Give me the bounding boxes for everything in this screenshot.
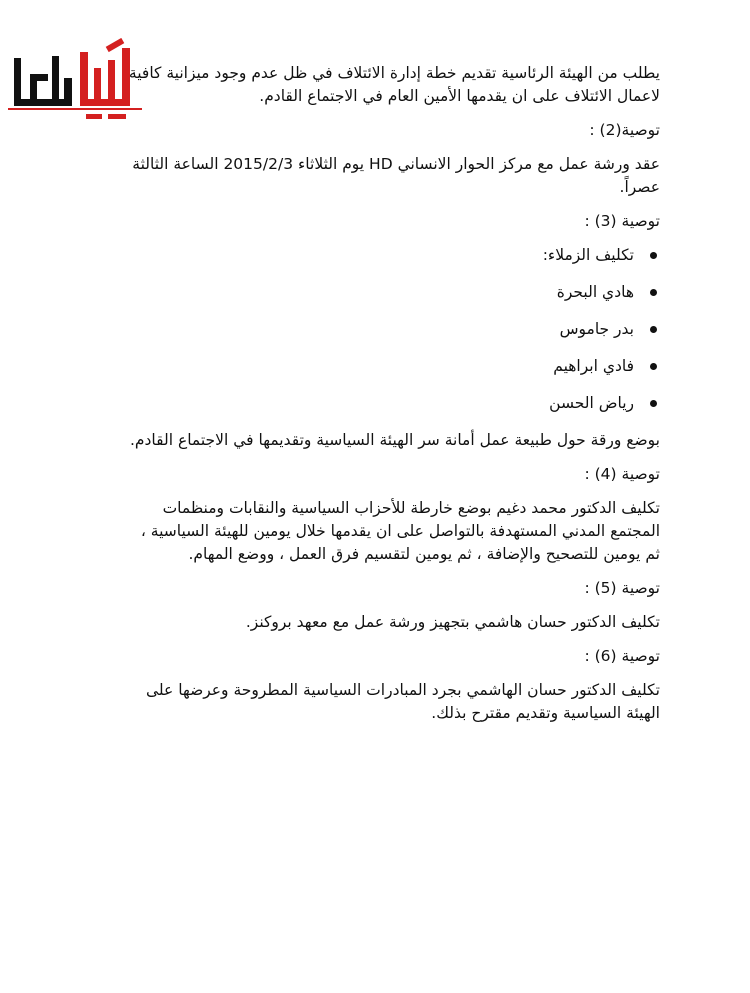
recommendation-2-heading: توصية(2) : <box>589 121 660 139</box>
list-item-text: تكليف الزملاء: <box>542 246 634 264</box>
bullet-icon <box>650 363 657 370</box>
recommendation-5-text: تكليف الدكتور حسان هاشمي بتجهيز ورشة عمل مع معهد بروكنز. <box>245 613 660 631</box>
list-item <box>128 244 660 267</box>
list-item-text: فادي ابراهيم <box>553 357 634 375</box>
document-body <box>128 62 660 725</box>
recommendation-4-heading: توصية (4) : <box>584 465 660 483</box>
list-item <box>128 392 660 415</box>
bullet-icon <box>650 289 657 296</box>
recommendation-4-text: تكليف الدكتور محمد دغيم بوضع خارطة للأحزاب السياسية والنقابات ومنظمات المجتمع المدني المستهدفة بالتواصل على ان يقدمها خلال يومين للهيئة السياسية ، ثم يومين للتصحيح والإضافة ، ثم يومين لتقسيم فرق العمل ، ووضع المهام. <box>140 499 660 563</box>
intro-paragraph: يطلب من الهيئة الرئاسية تقديم خطة إدارة الائتلاف في ظل عدم وجود ميزانية كافية لاعمال الائتلاف على ان يقدمها الأمين العام في الاجتماع القادم. <box>128 64 660 105</box>
bullet-icon <box>650 326 657 333</box>
recommendation-2-text: عقد ورشة عمل مع مركز الحوار الانساني HD يوم الثلاثاء 2015/2/3 الساعة الثالثة عصراً. <box>132 155 660 196</box>
bullet-icon <box>650 400 657 407</box>
bullet-icon <box>650 252 657 259</box>
list-item <box>128 318 660 341</box>
recommendation-3-list <box>128 244 660 415</box>
list-item <box>128 281 660 304</box>
list-item-text: رياض الحسن <box>549 394 634 412</box>
list-item <box>128 355 660 378</box>
recommendation-6-heading: توصية (6) : <box>584 647 660 665</box>
recommendation-3-text: بوضع ورقة حول طبيعة عمل أمانة سر الهيئة السياسية وتقديمها في الاجتماع القادم. <box>130 431 660 449</box>
recommendation-6-text: تكليف الدكتور حسان الهاشمي بجرد المبادرات السياسية المطروحة وعرضها على الهيئة السياسية وتقديم مقترح بذلك. <box>146 681 660 722</box>
zaman-alwasl-logo <box>8 38 142 126</box>
list-item-text: بدر جاموس <box>559 320 634 338</box>
list-item-text: هادي البحرة <box>556 283 634 301</box>
logo-graphic <box>8 38 142 126</box>
recommendation-3-heading: توصية (3) : <box>584 212 660 230</box>
recommendation-5-heading: توصية (5) : <box>584 579 660 597</box>
